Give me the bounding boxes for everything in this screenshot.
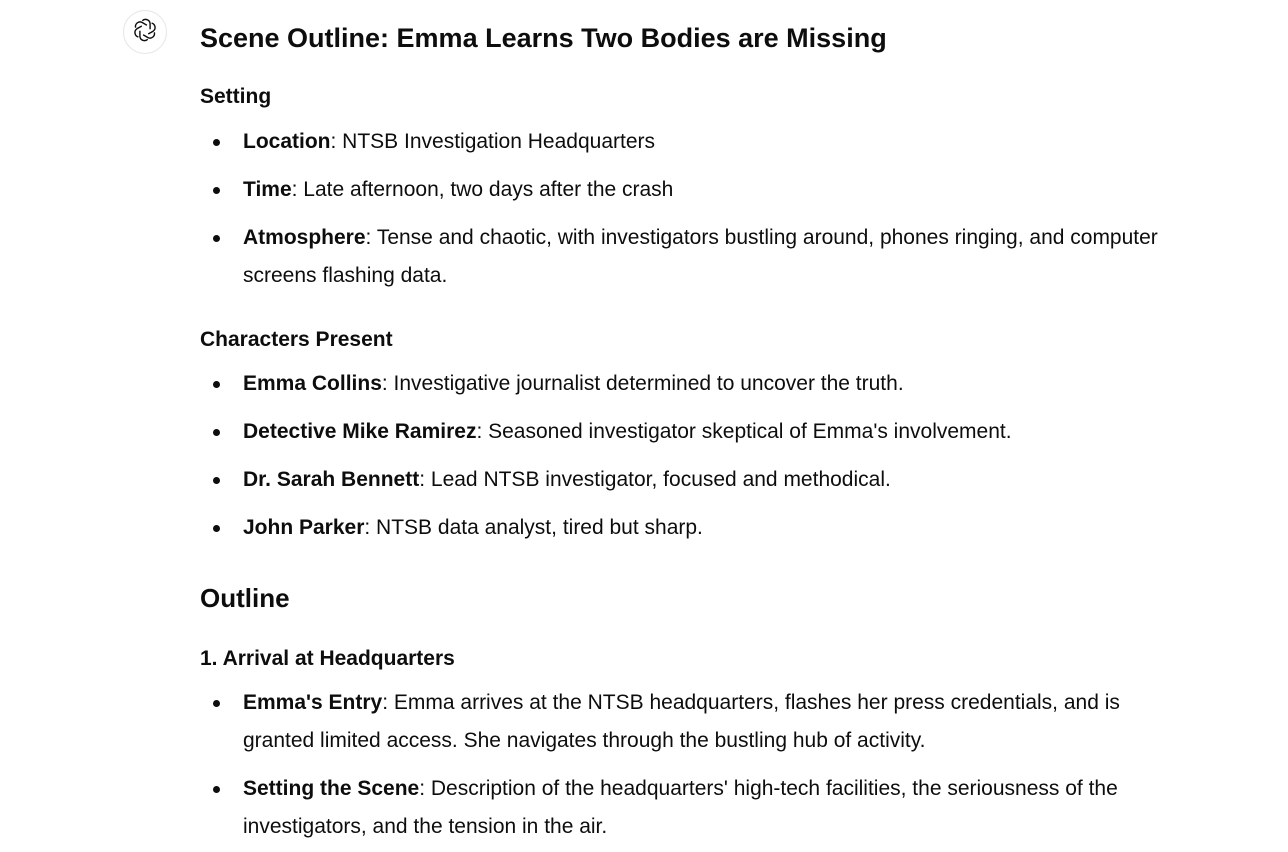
item-text: : Investigative journalist determined to uncover the truth. [381, 372, 904, 395]
characters-list [200, 365, 1160, 557]
list-item [200, 365, 1160, 403]
item-term: Emma's Entry [243, 691, 383, 714]
outline-heading: Outline [200, 583, 290, 613]
item-term: Dr. Sarah Bennett [243, 468, 420, 491]
item-text: : Tense and chaotic, with investigators bustling around, phones ringing, and computer screens flashing data. [243, 226, 1158, 287]
outline-part1-heading: 1. Arrival at Headquarters [200, 647, 455, 670]
item-text: : Description of the headquarters' high-tech facilities, the seriousness of the investigators, and the tension in the air. [243, 777, 1118, 838]
list-item [200, 171, 1160, 209]
item-text: : Lead NTSB investigator, focused and methodical. [419, 468, 891, 491]
list-item [200, 123, 1160, 161]
list-item [200, 684, 1160, 760]
item-text: : Emma arrives at the NTSB headquarters, flashes her press credentials, and is granted limited access. She navigates through the bustling hub of activity. [243, 691, 1120, 752]
item-text: : NTSB data analyst, tired but sharp. [364, 516, 703, 539]
item-text: : NTSB Investigation Headquarters [330, 130, 655, 153]
list-item [200, 461, 1160, 499]
list-item [200, 509, 1160, 547]
item-text: : Seasoned investigator skeptical of Emma's involvement. [476, 420, 1012, 443]
assistant-avatar [123, 10, 167, 54]
item-term: Location [243, 130, 331, 153]
item-term: Setting the Scene [243, 777, 420, 800]
item-term: Time [243, 178, 292, 201]
item-term: Detective Mike Ramirez [243, 420, 477, 443]
item-term: Emma Collins [243, 372, 382, 395]
list-item [200, 413, 1160, 451]
outline-part1-list [200, 684, 1160, 852]
item-term: Atmosphere [243, 226, 366, 249]
item-term: John Parker [243, 516, 365, 539]
message-title: Scene Outline: Emma Learns Two Bodies are Missing [200, 23, 887, 53]
characters-heading: Characters Present [200, 328, 393, 351]
openai-logo-icon [132, 17, 158, 48]
setting-list [200, 123, 1160, 305]
list-item [200, 770, 1160, 846]
setting-heading: Setting [200, 85, 272, 108]
item-text: : Late afternoon, two days after the crash [291, 178, 674, 201]
list-item [200, 219, 1160, 295]
